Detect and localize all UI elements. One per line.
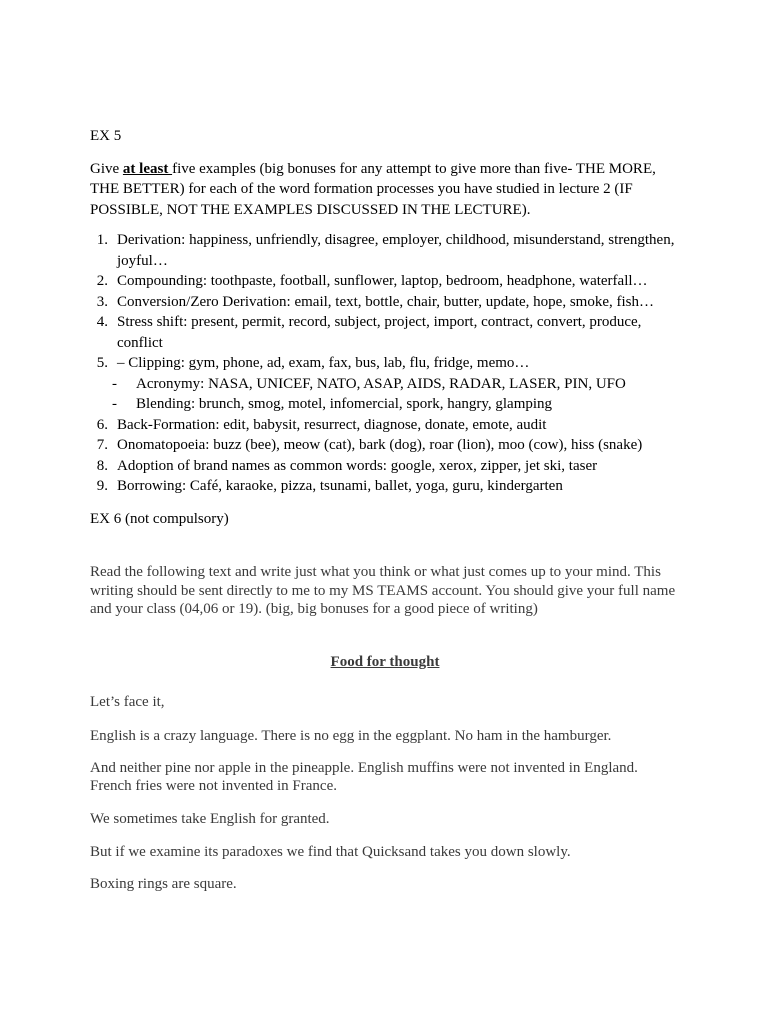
ex5-instructions [90, 159, 680, 221]
list-dash: - [112, 396, 117, 412]
list-item-text: Onomatopoeia: buzz (bee), meow (cat), bark (dog), roar (lion), moo (cow), hiss (snake) [117, 437, 643, 453]
reading-heading: Food for thought [330, 653, 440, 670]
list-item-text: Conversion/Zero Derivation: email, text, bottle, chair, butter, update, hope, smoke, fish… [117, 293, 654, 310]
reading-paragraph: Let’s face it, [90, 694, 165, 710]
reading-paragraph: But if we examine its paradoxes we find that Quicksand takes you down slowly. [90, 843, 571, 860]
list-item [90, 415, 680, 436]
list-dash: - [112, 375, 117, 392]
list-item-text: Blending: brunch, smog, motel, infomercial, spork, hangry, glamping [136, 396, 553, 412]
ex5-intro-start: Give [90, 160, 123, 177]
ex5-answer-list [90, 230, 680, 497]
list-number: 1. [96, 232, 108, 248]
list-item [90, 312, 680, 353]
document-body [90, 126, 680, 895]
list-subitem [90, 394, 680, 415]
list-item [90, 476, 680, 497]
reading-paragraph: And neither pine nor apple in the pineapple. English muffins were not invented in England. French fries were not invented in France. [90, 760, 638, 794]
list-item [90, 435, 680, 456]
list-item-text: Back-Formation: edit, babysit, resurrect, diagnose, donate, emote, audit [117, 416, 547, 433]
list-item [90, 271, 680, 292]
list-item [90, 292, 680, 313]
list-number: 4. [96, 314, 108, 330]
list-item [90, 230, 680, 271]
list-number: 9. [96, 478, 108, 494]
list-number: 7. [96, 437, 108, 453]
list-item [90, 353, 680, 374]
list-item-text: Stress shift: present, permit, record, subject, project, import, contract, convert, produce, conflict [117, 314, 642, 351]
reading-paragraph: We sometimes take English for granted. [90, 811, 330, 827]
ex6-title: EX 6 (not compulsory) [90, 510, 229, 527]
ex6-instructions: Read the following text and write just what you think or what just comes up to your mind. This writing should be sent directly to me to my MS TEAMS account. You should give your full name and your class (04,06 or 19). (big, big bonuses for a good piece of writing) [90, 564, 676, 617]
list-item-text: Compounding: toothpaste, football, sunflower, laptop, bedroom, headphone, waterfall… [117, 273, 648, 289]
ex5-intro-rest: five examples (big bonuses for any attempt to give more than five- THE MORE, THE BETTER) for each of the word formation processes you have studied in lecture 2 (IF POSSIBLE, NOT THE EXAMPLES DISCUSSED IN THE LECTURE). [90, 160, 656, 218]
list-number: 6. [96, 416, 108, 433]
list-item-text: – Clipping: gym, phone, ad, exam, fax, bus, lab, flu, fridge, memo… [117, 355, 530, 371]
list-item-text: Adoption of brand names as common words: google, xerox, zipper, jet ski, taser [117, 457, 598, 474]
list-item-text: Borrowing: Café, karaoke, pizza, tsunami, ballet, yoga, guru, kindergarten [117, 478, 563, 494]
list-number: 2. [96, 273, 108, 289]
ex5-title: EX 5 [90, 128, 122, 144]
list-item [90, 456, 680, 477]
list-number: 3. [96, 293, 108, 310]
list-item-text: Derivation: happiness, unfriendly, disagree, employer, childhood, misunderstand, strengthen, joyful… [117, 232, 675, 269]
list-number: 8. [96, 457, 108, 474]
reading-paragraph: English is a crazy language. There is no egg in the eggplant. No ham in the hamburger. [90, 727, 612, 744]
ex5-intro-emphasis: at least [122, 160, 173, 177]
reading-paragraph: Boxing rings are square. [90, 876, 237, 892]
list-item-text: Acronymy: NASA, UNICEF, NATO, ASAP, AIDS, RADAR, LASER, PIN, UFO [136, 375, 626, 392]
list-number: 5. [96, 355, 108, 371]
list-subitem [90, 374, 680, 395]
